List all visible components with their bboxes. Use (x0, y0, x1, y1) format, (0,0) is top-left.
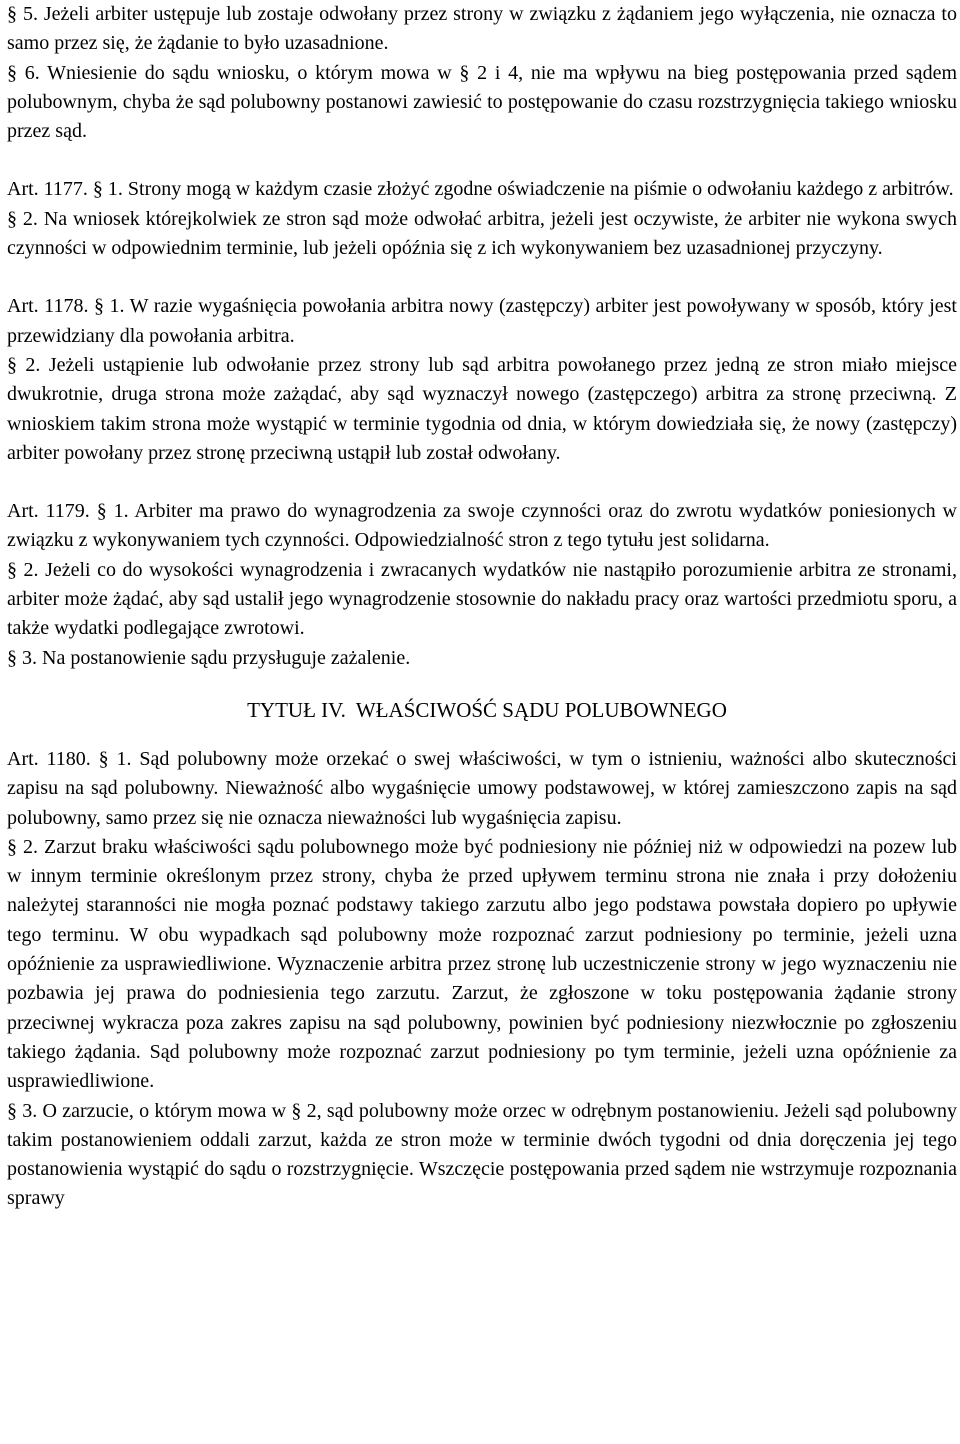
paragraph-1179-1: Art. 1179. § 1. Arbiter ma prawo do wynagrodzenia za swoje czynności oraz do zwrotu wydatków poniesionych w związku z wykonywaniem tych czynności. Odpowiedzialność stron z tego tytułu jest solidarna. (7, 500, 957, 552)
section-title-number: TYTUŁ IV. (247, 697, 346, 722)
paragraph-1176-5: § 5. Jeżeli arbiter ustępuje lub zostaje odwołany przez strony w związku z żądaniem jego wyłączenia, nie oznacza to samo przez się, że żądanie to było uzasadnione. (7, 3, 957, 55)
paragraph-1176-6: § 6. Wniesienie do sądu wniosku, o którym mowa w § 2 i 4, nie ma wpływu na bieg postępowania przed sądem polubownym, chyba że sąd polubowny postanowi zawiesić to postępowanie do czasu rozstrzygnięcia takiego wniosku przez sąd. (7, 61, 957, 143)
spacer (7, 725, 957, 745)
paragraph-1180-2: § 2. Zarzut braku właściwości sądu polubownego może być podniesiony nie później niż w odpowiedzi na pozew lub w innym terminie określonym przez strony, chyba że przed upływem terminu strona nie znała i przy dołożeniu należytej staranności nie mogła poznać podstawy takiego zarzutu albo jego podstawa powstała dopiero po upływie tego terminu. W obu wypadkach sąd polubowny może rozpoznać zarzut podniesiony po terminie, jeżeli uzna opóźnienie za usprawiedliwione. Wyznaczenie arbitra przez stronę lub uczestniczenie strony w jego wyznaczeniu nie pozbawia jej prawa do podniesienia tego zarzutu. Zarzut, że zgłoszone w toku postępowania żądanie strony przeciwnej wykracza poza zakres zapisu na sąd polubowny, powinien być podniesiony niezwłocznie po zgłoszeniu takiego żądania. Sąd polubowny może rozpoznać zarzut podniesiony po tym terminie, jeżeli uzna opóźnienie za usprawiedliwione. (7, 835, 957, 1093)
paragraph-1179-3: § 3. Na postanowienie sądu przysługuje zażalenie. (7, 646, 411, 669)
paragraph-1178-2: § 2. Jeżeli ustąpienie lub odwołanie przez strony lub sąd arbitra powołanego przez jedną ze stron miało miejsce dwukrotnie, druga strona może zażądać, aby sąd wyznaczył nowego (zastępczego) arbitra za stronę przeciwną. Z wnioskiem takim strona może wystąpić w terminie tygodnia od dnia, w którym dowiedziała się, że nowy (zastępczy) arbiter powołany przez stronę przeciwną ustąpił lub został odwołany. (7, 353, 957, 464)
spacer (7, 146, 957, 175)
spacer (7, 468, 957, 497)
section-title-name: WŁAŚCIWOŚĆ SĄDU POLUBOWNEGO (355, 697, 727, 722)
paragraph-1180-3: § 3. O zarzucie, o którym mowa w § 2, sąd polubowny może orzec w odrębnym postanowieniu. Jeżeli sąd polubowny takim postanowieniem oddali zarzut, każda ze stron może w terminie dwóch tygodni od dnia doręczenia jej tego postanowienia wystąpić do sądu o rozstrzygnięcie. Wszczęcie postępowania przed sądem nie wstrzymuje rozpoznania sprawy (7, 1099, 957, 1210)
paragraph-1177-2: § 2. Na wniosek którejkolwiek ze stron sąd może odwołać arbitra, jeżeli jest oczywiste, że arbiter nie wykona swych czynności w odpowiednim terminie, lub jeżeli opóźnia się z ich wykonywaniem bez uzasadnionej przyczyny. (7, 207, 957, 260)
paragraph-1179-2: § 2. Jeżeli co do wysokości wynagrodzenia i zwracanych wydatków nie nastąpiło porozumienie arbitra ze stronami, arbiter może żądać, aby sąd ustalił jego wynagrodzenie stosownie do nakładu pracy oraz wartości przedmiotu sporu, a także wydatki podlegające zwrotowi. (7, 558, 957, 640)
paragraph-1178-1: Art. 1178. § 1. W razie wygaśnięcia powołania arbitra nowy (zastępczy) arbiter jest powoływany w sposób, który jest przewidziany dla powołania arbitra. (7, 295, 957, 347)
paragraph-1177-1: Art. 1177. § 1. Strony mogą w każdym czasie złożyć zgodne oświadczenie na piśmie o odwołaniu każdego z arbitrów. (7, 178, 954, 201)
paragraph-1180-1: Art. 1180. § 1. Sąd polubowny może orzekać o swej właściwości, w tym o istnieniu, ważności albo skuteczności zapisu na sąd polubowny. Nieważność albo wygaśnięcie umowy podstawowej, w której zamieszczono zapis na sąd polubowny, samo przez się nie oznacza nieważności lub wygaśnięcia zapisu. (7, 747, 957, 829)
spacer (7, 673, 957, 695)
spacer (7, 263, 957, 292)
section-title (7, 695, 957, 725)
document-page (7, 0, 957, 1214)
